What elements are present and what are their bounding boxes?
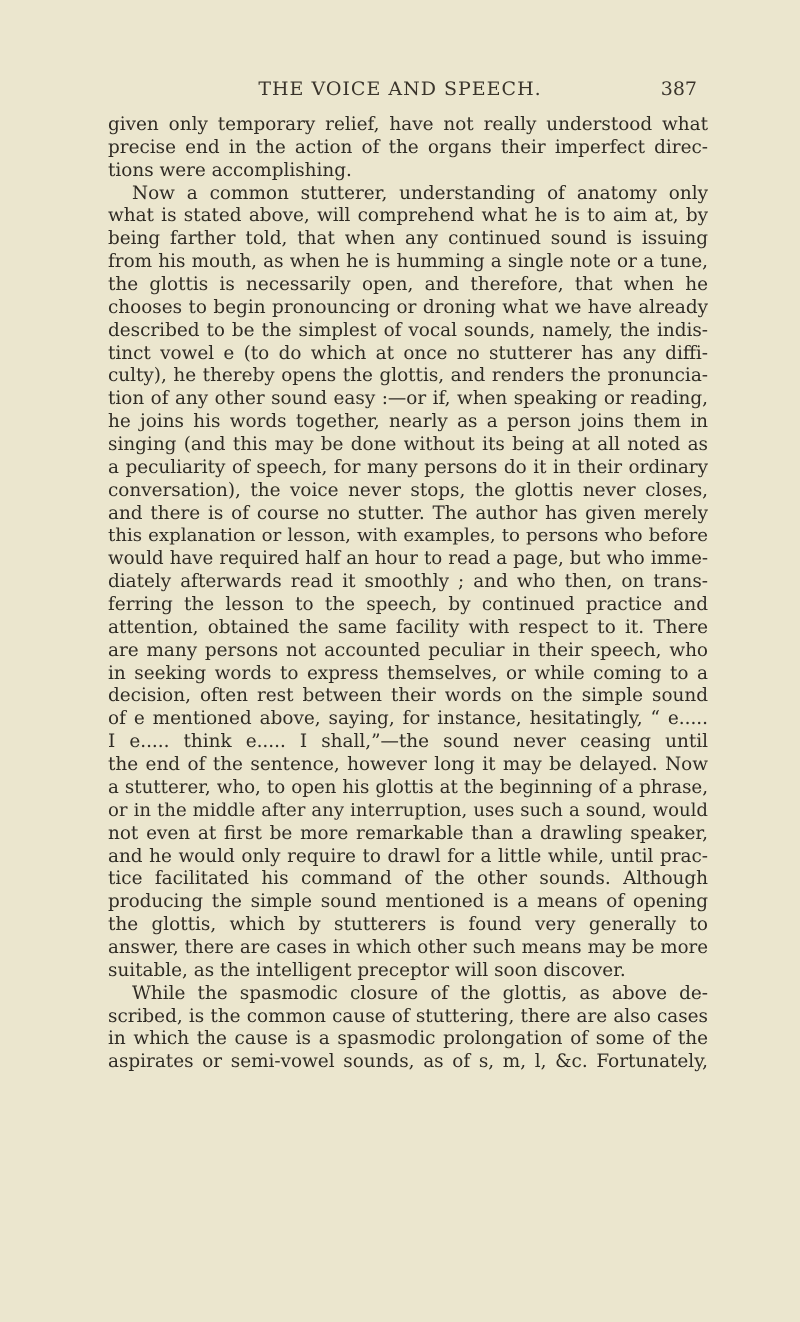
- text-line: tinct vowel e (to do which at once no stutterer has any diffi-: [108, 342, 708, 364]
- text-line: the glottis is necessarily open, and therefore, that when he: [108, 274, 708, 296]
- page-number: 387: [660, 78, 697, 100]
- text-line: this explanation or lesson, with examples, to persons who before: [108, 525, 708, 547]
- text-line: suitable, as the intelligent preceptor will soon discover.: [108, 959, 626, 981]
- text-line: decision, often rest between their words on the simple sound: [108, 685, 708, 707]
- text-line: conversation), the voice never stops, the glottis never closes,: [108, 479, 708, 501]
- text-line: a peculiarity of speech, for many persons do it in their ordinary: [108, 456, 708, 478]
- text-line: precise end in the action of the organs their imperfect direc-: [108, 136, 708, 158]
- text-line: the glottis, which by stutterers is found very generally to: [108, 914, 708, 936]
- text-line: chooses to begin pronouncing or droning what we have already: [108, 296, 708, 318]
- text-line: attention, obtained the same facility with respect to it. There: [108, 616, 708, 638]
- text-line: and he would only require to drawl for a little while, until prac-: [108, 845, 708, 867]
- text-line: in seeking words to express themselves, or while coming to a: [108, 662, 708, 684]
- text-line: tice facilitated his command of the other sounds. Although: [108, 868, 708, 890]
- text-line: I e..... think e..... I shall,”—the sound never ceasing until: [108, 731, 708, 753]
- running-title: THE VOICE AND SPEECH.: [258, 78, 542, 100]
- text-line: from his mouth, as when he is humming a single note or a tune,: [108, 251, 708, 273]
- text-line: a stutterer, who, to open his glottis at the beginning of a phrase,: [108, 776, 708, 798]
- paragraph-start-line: While the spasmodic closure of the glottis, as above de-: [132, 982, 708, 1004]
- text-line: would have required half an hour to read a page, but who imme-: [108, 548, 708, 570]
- text-line: are many persons not accounted peculiar in their speech, who: [108, 639, 708, 661]
- text-line: and there is of course no stutter. The author has given merely: [108, 502, 708, 524]
- text-line: diately afterwards read it smoothly ; and who then, on trans-: [108, 571, 708, 593]
- text-line: being farther told, that when any continued sound is issuing: [108, 228, 708, 250]
- text-line: culty), he thereby opens the glottis, and renders the pronuncia-: [108, 365, 708, 387]
- text-line: or in the middle after any interruption, uses such a sound, would: [108, 799, 708, 821]
- text-line: described to be the simplest of vocal sounds, namely, the indis-: [108, 319, 708, 341]
- text-line: the end of the sentence, however long it may be delayed. Now: [108, 754, 708, 776]
- text-line: singing (and this may be done without its being at all noted as: [108, 434, 708, 456]
- text-line: of e mentioned above, saying, for instance, hesitatingly, “ e.....: [108, 708, 708, 730]
- text-line: what is stated above, will comprehend what he is to aim at, by: [108, 205, 708, 227]
- text-line: scribed, is the common cause of stuttering, there are also cases: [108, 1005, 708, 1027]
- text-line: tion of any other sound easy :—or if, when speaking or reading,: [108, 388, 708, 410]
- text-line: not even at first be more remarkable than a drawling speaker,: [108, 822, 708, 844]
- text-line: aspirates or semi-vowel sounds, as of s, m, l, &c. Fortunately,: [108, 1051, 708, 1073]
- text-line: tions were accomplishing.: [108, 159, 352, 181]
- text-line: ferring the lesson to the speech, by continued practice and: [108, 594, 708, 616]
- text-line: given only temporary relief, have not really understood what: [108, 114, 708, 135]
- text-line: answer, there are cases in which other such means may be more: [108, 936, 708, 958]
- text-line: in which the cause is a spasmodic prolongation of some of the: [108, 1028, 708, 1050]
- page-header: [0, 78, 800, 108]
- body-text: [108, 114, 708, 1074]
- text-line: he joins his words together, nearly as a person joins them in: [108, 411, 708, 433]
- paragraph-start-line: Now a common stutterer, understanding of anatomy only: [132, 182, 708, 204]
- text-line: producing the simple sound mentioned is a means of opening: [108, 891, 708, 913]
